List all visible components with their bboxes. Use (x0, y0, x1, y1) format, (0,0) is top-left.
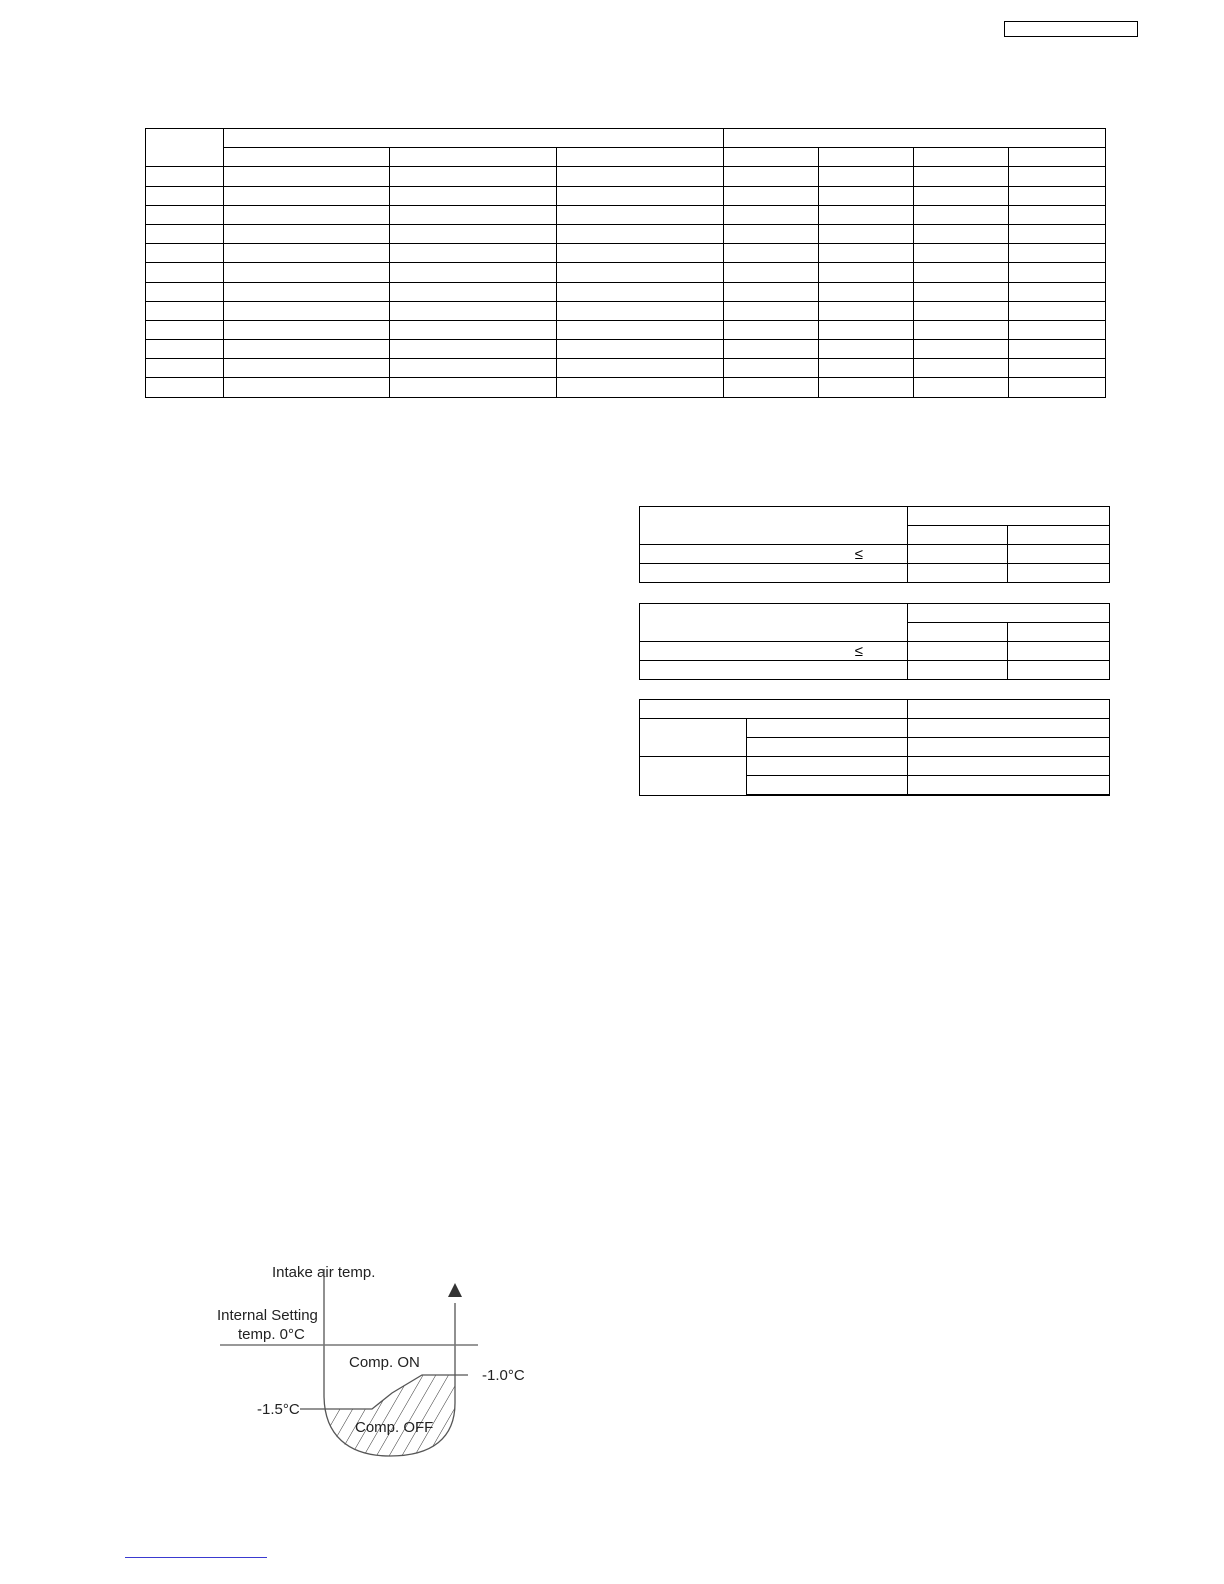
table-cell (908, 623, 1008, 642)
table-cell (724, 378, 819, 397)
table-row (640, 545, 1110, 564)
table-cell (557, 340, 724, 359)
table-cell (914, 340, 1009, 359)
table-cell (224, 186, 390, 205)
table-cell (747, 757, 908, 776)
table-cell (1009, 320, 1106, 339)
table-cell (724, 301, 819, 320)
table-cell (1008, 642, 1110, 661)
table-row (146, 244, 1106, 263)
table-cell (914, 359, 1009, 378)
setting-label-line1: Internal Setting (217, 1307, 318, 1324)
table-header-cell (724, 148, 819, 167)
table-header-cell (1009, 148, 1106, 167)
table-cell (146, 359, 224, 378)
table-cell (1009, 340, 1106, 359)
table-cell (390, 340, 557, 359)
table-cell (908, 719, 1110, 738)
table-cell (146, 378, 224, 397)
table-cell (557, 301, 724, 320)
table-cell (146, 263, 224, 282)
table-row (146, 378, 1106, 397)
table-cell (224, 224, 390, 243)
table-cell (724, 244, 819, 263)
table-header-cell (908, 507, 1110, 526)
table-row (640, 604, 1110, 623)
table-row (146, 359, 1106, 378)
table-cell (914, 186, 1009, 205)
table-cell (146, 224, 224, 243)
table-row (640, 642, 1110, 661)
table-cell (557, 205, 724, 224)
table-row (146, 340, 1106, 359)
document-code-box (1004, 21, 1138, 37)
table-cell (819, 340, 914, 359)
table-cell (1008, 623, 1110, 642)
table-cell (1008, 526, 1110, 545)
table-header-cell (640, 507, 908, 545)
table-cell (224, 244, 390, 263)
condition-table-c (639, 699, 1110, 796)
table-cell (819, 167, 914, 186)
table-row (146, 167, 1106, 186)
table-row (640, 757, 1110, 776)
upper-threshold-label: -1.0°C (482, 1367, 525, 1384)
table-cell (819, 301, 914, 320)
table-header-cell (557, 148, 724, 167)
table-cell (819, 359, 914, 378)
footer-link-underline (125, 1557, 267, 1558)
table-header-cell (640, 604, 908, 642)
table-cell (819, 244, 914, 263)
table-cell (724, 224, 819, 243)
table-cell (390, 244, 557, 263)
table-cell (908, 776, 1110, 796)
table-cell (224, 301, 390, 320)
table-cell (390, 224, 557, 243)
table-cell (146, 186, 224, 205)
table-cell (146, 205, 224, 224)
table-header-cell (908, 604, 1110, 623)
y-axis-label: Intake air temp. (272, 1264, 376, 1281)
table-cell (747, 738, 908, 757)
table-cell (557, 263, 724, 282)
table-cell (1009, 205, 1106, 224)
table-cell (908, 661, 1008, 680)
table-cell (724, 167, 819, 186)
table-cell (557, 378, 724, 397)
table-header-cell (819, 148, 914, 167)
table-cell (390, 263, 557, 282)
table-cell (914, 244, 1009, 263)
table-cell (1009, 224, 1106, 243)
table-cell (1009, 301, 1106, 320)
table-cell (819, 320, 914, 339)
table-header-cell (640, 700, 908, 719)
table-cell (914, 378, 1009, 397)
table-row (146, 205, 1106, 224)
table-cell (224, 340, 390, 359)
table-cell (224, 378, 390, 397)
table-cell (1009, 359, 1106, 378)
table-cell (1009, 167, 1106, 186)
table-cell (914, 263, 1009, 282)
table-subheader-row (146, 148, 1106, 167)
table-header-cell (390, 148, 557, 167)
table-cell (224, 359, 390, 378)
table-row (640, 564, 1110, 583)
table-cell (914, 167, 1009, 186)
table-cell (557, 244, 724, 263)
table-cell (146, 282, 224, 301)
table-cell (908, 738, 1110, 757)
table-cell (908, 757, 1110, 776)
table-cell (557, 359, 724, 378)
table-row (146, 263, 1106, 282)
table-row (146, 282, 1106, 301)
table-cell (390, 378, 557, 397)
table-row (640, 661, 1110, 680)
table-row (146, 320, 1106, 339)
table-cell (914, 224, 1009, 243)
table-header-row (146, 129, 1106, 148)
comp-off-label: Comp. OFF (355, 1419, 434, 1436)
table-header-cell (914, 148, 1009, 167)
table-cell (1009, 263, 1106, 282)
table-cell (146, 320, 224, 339)
table-cell (819, 224, 914, 243)
table-cell (908, 526, 1008, 545)
condition-table-a (639, 506, 1110, 583)
table-cell (640, 661, 908, 680)
table-group-header (224, 129, 724, 148)
lower-threshold-label: -1.5°C (257, 1401, 300, 1418)
table-cell (1009, 378, 1106, 397)
table-cell (724, 282, 819, 301)
table-cell (819, 186, 914, 205)
table-header-cell (908, 700, 1110, 719)
table-cell (390, 186, 557, 205)
arrow-up-icon (448, 1283, 462, 1297)
table-cell (640, 564, 908, 583)
table-cell (146, 167, 224, 186)
table-cell (390, 359, 557, 378)
table-cell (724, 186, 819, 205)
table-cell (224, 320, 390, 339)
table-cell (1009, 282, 1106, 301)
table-cell (146, 301, 224, 320)
table-cell (640, 757, 747, 796)
table-cell (914, 320, 1009, 339)
table-cell (146, 244, 224, 263)
compressor-control-diagram (200, 1255, 540, 1470)
table-cell (390, 282, 557, 301)
table-cell (390, 167, 557, 186)
table-cell (724, 205, 819, 224)
table-cell (557, 167, 724, 186)
comp-on-label: Comp. ON (349, 1354, 420, 1371)
table-cell (557, 186, 724, 205)
setting-label-line2: temp. 0°C (238, 1326, 305, 1343)
table-cell (1008, 545, 1110, 564)
table-cell (908, 564, 1008, 583)
table-cell (724, 359, 819, 378)
table-cell (908, 642, 1008, 661)
table-cell (390, 320, 557, 339)
table-cell (1009, 186, 1106, 205)
table-cell (914, 282, 1009, 301)
table-cell (640, 719, 747, 757)
table-cell (224, 167, 390, 186)
table-cell (914, 205, 1009, 224)
leq-symbol: ≤ (640, 642, 908, 661)
table-cell (747, 776, 908, 796)
table-row (146, 186, 1106, 205)
table-cell (1009, 244, 1106, 263)
table-row (146, 301, 1106, 320)
table-cell (724, 340, 819, 359)
table-cell (1008, 661, 1110, 680)
table-cell (819, 378, 914, 397)
table-header-cell (224, 148, 390, 167)
table-cell (724, 320, 819, 339)
table-cell (557, 320, 724, 339)
condition-table-b (639, 603, 1110, 680)
table-body (146, 167, 1106, 397)
table-cell (224, 263, 390, 282)
leq-symbol: ≤ (640, 545, 908, 564)
table-cell (557, 282, 724, 301)
table-cell (724, 263, 819, 282)
table-cell (819, 263, 914, 282)
table-cell (224, 282, 390, 301)
table-row (640, 700, 1110, 719)
table-header-cell (146, 129, 224, 167)
table-cell (819, 282, 914, 301)
main-data-table (145, 128, 1106, 398)
table-cell (557, 224, 724, 243)
table-group-header (724, 129, 1106, 148)
table-cell (747, 719, 908, 738)
table-cell (224, 205, 390, 224)
table-cell (914, 301, 1009, 320)
table-cell (390, 301, 557, 320)
table-cell (146, 340, 224, 359)
table-cell (1008, 564, 1110, 583)
table-row (640, 507, 1110, 526)
table-cell (390, 205, 557, 224)
table-cell (908, 545, 1008, 564)
table-row (146, 224, 1106, 243)
table-cell (819, 205, 914, 224)
table-row (640, 719, 1110, 738)
